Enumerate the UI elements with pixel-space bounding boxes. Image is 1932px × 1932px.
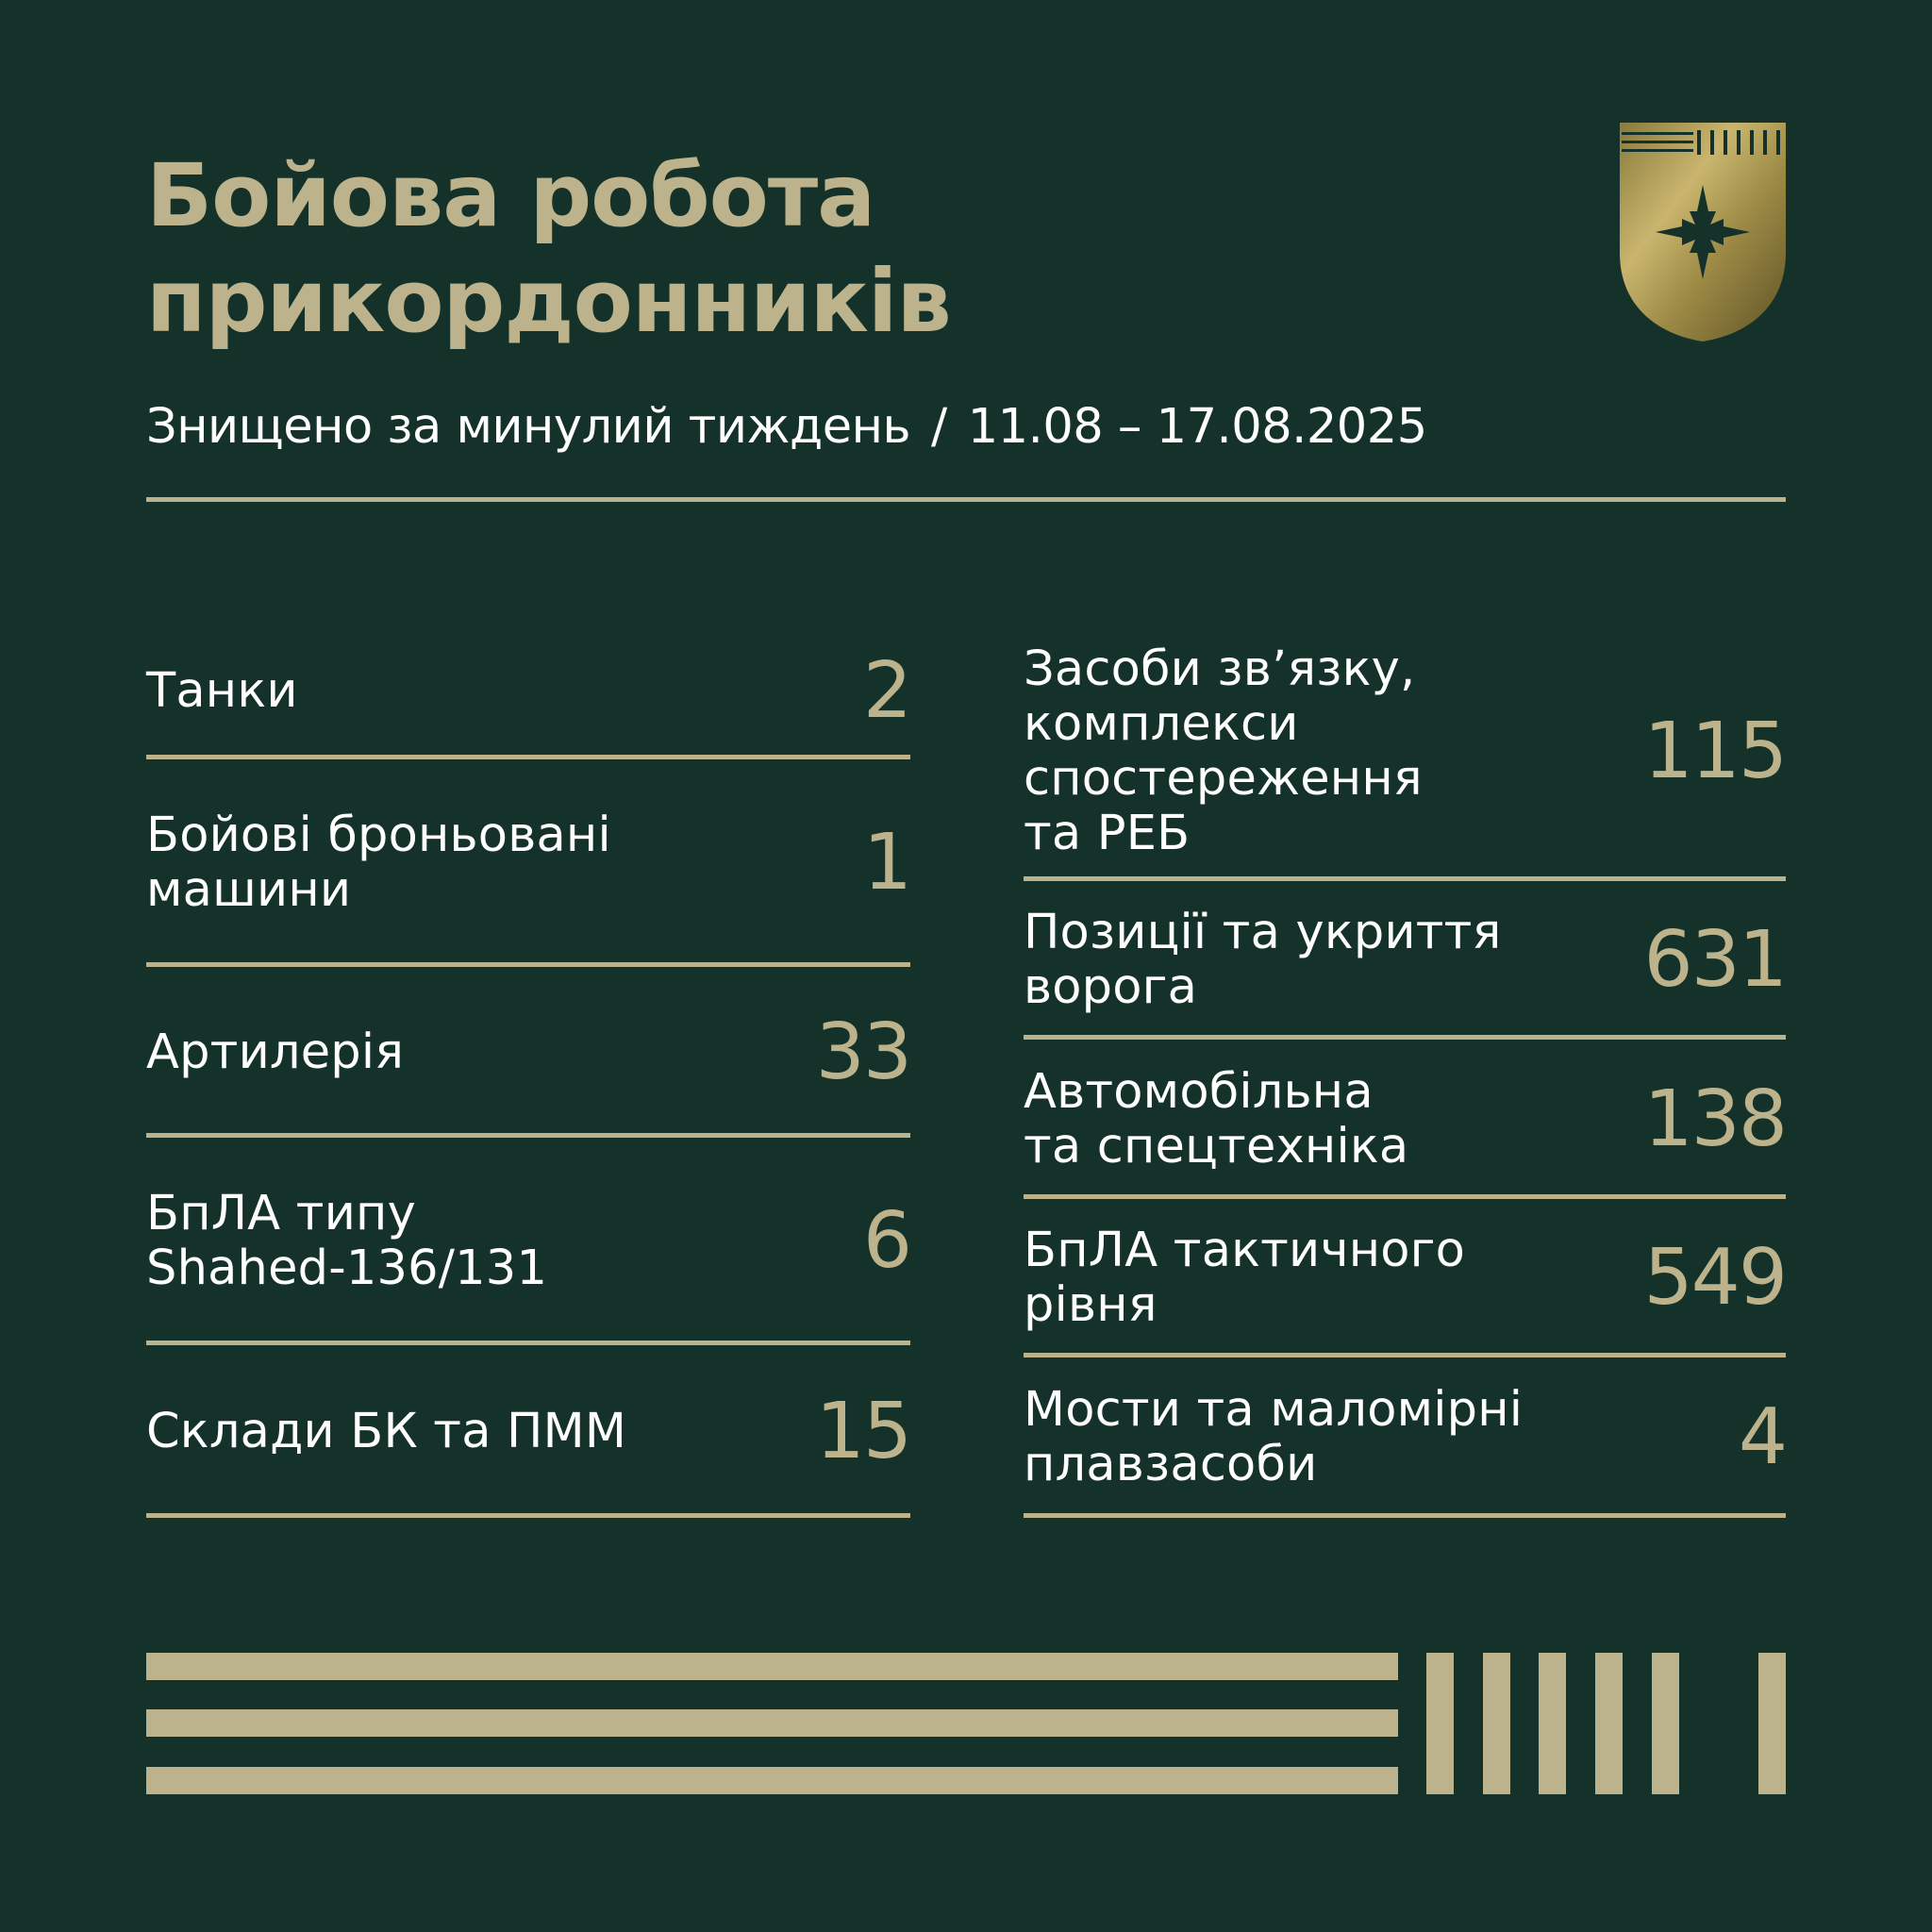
vertical-stripe [1652,1653,1679,1794]
stat-label: Автомобільна та спецтехніка [1024,1063,1409,1174]
subtitle-period: 11.08 – 17.08.2025 [967,399,1427,455]
page-title [146,143,951,355]
vertical-stripe [1758,1653,1786,1794]
stat-value: 15 [815,1386,910,1476]
stat-row-tanks [146,623,910,759]
stat-row-communications [1024,623,1786,881]
stat-label: Бойові броньовані машини [146,808,611,918]
stat-row-shahed [146,1138,910,1345]
row-divider [1024,1513,1786,1518]
stat-row-positions [1024,881,1786,1040]
stat-value: 6 [862,1196,910,1286]
horizontal-stripe [146,1653,1398,1680]
vertical-stripe [1595,1653,1623,1794]
stat-row-armored-vehicles [146,759,910,967]
subtitle-text: Знищено за минулий тиждень [146,399,911,455]
stat-value: 549 [1643,1233,1786,1323]
row-divider [146,1513,910,1518]
stat-label: Танки [146,662,298,719]
stat-row-vehicles [1024,1040,1786,1199]
stat-value: 4 [1738,1392,1786,1482]
stat-row-tactical-uav [1024,1199,1786,1357]
subtitle-separator: / [931,399,947,455]
vertical-stripe [1539,1653,1566,1794]
horizontal-stripe [146,1767,1398,1794]
border-guard-shield-icon [1618,121,1788,343]
title-line-2: прикордонників [146,251,951,352]
vertical-stripe [1483,1653,1510,1794]
stat-label: Позиції та укриття ворога [1024,905,1502,1015]
stat-value: 33 [815,1007,910,1097]
stat-row-bridges-boats [1024,1357,1786,1518]
stat-row-depots [146,1345,910,1518]
stat-value: 115 [1643,707,1786,796]
stat-label: БпЛА типу Shahed-136/131 [146,1186,548,1296]
stat-value: 138 [1643,1074,1786,1164]
stat-label: Склади БК та ПММ [146,1403,627,1459]
stat-value: 1 [862,818,910,908]
stat-label: Мости та маломірні плавзасоби [1024,1382,1524,1492]
stat-value: 2 [862,645,910,736]
stat-value: 631 [1643,915,1786,1005]
stat-label: Артилерія [146,1024,405,1080]
vertical-stripe [1426,1653,1454,1794]
stat-row-artillery [146,967,910,1138]
horizontal-stripe [146,1709,1398,1737]
header-divider [146,497,1786,502]
stat-label: БпЛА тактичного рівня [1024,1223,1466,1333]
subtitle [146,396,1427,458]
stat-label: Засоби зв’язку, комплекси спостереження та РЕБ [1024,641,1423,861]
title-line-1: Бойова робота [146,145,875,246]
